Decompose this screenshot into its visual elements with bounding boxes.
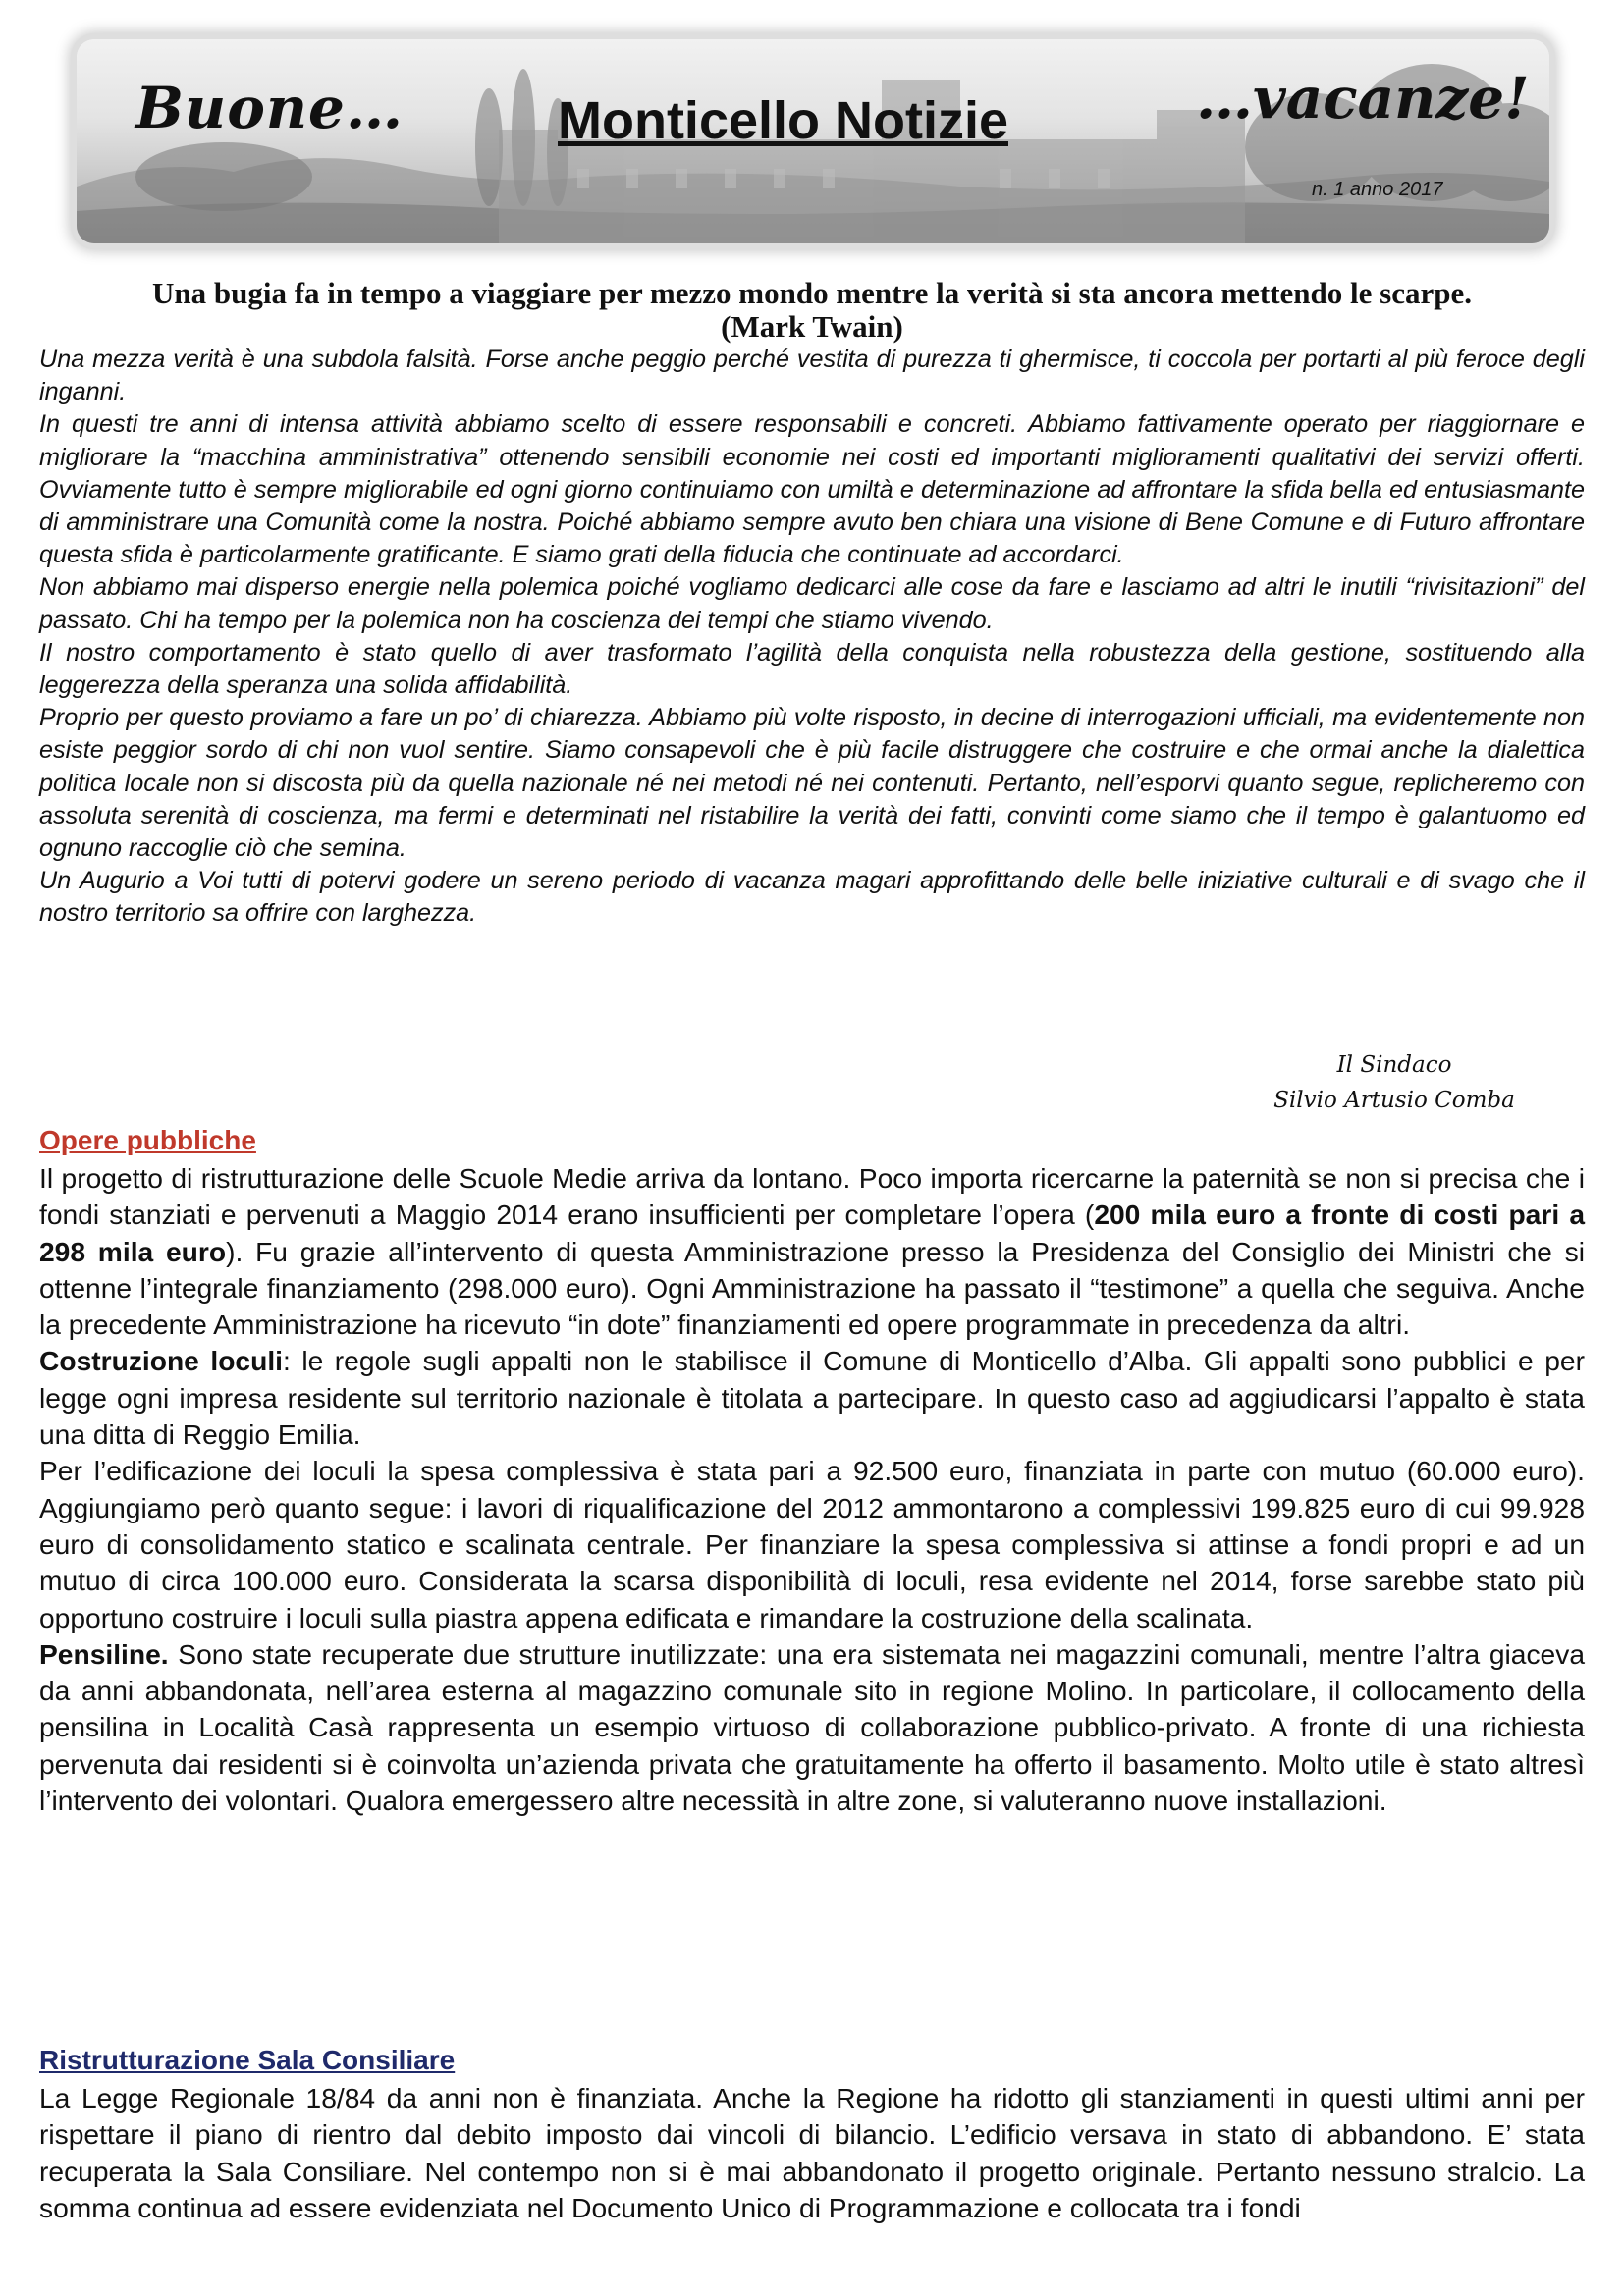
paragraph-loculi-costs: Per l’edificazione dei loculi la spesa complessiva è stata pari a 92.500 euro, finanziata in parte con mutuo (60.000 euro). Aggiungiamo però quanto segue: i lavori di riqualificazione del 2012 ammontarono a complessivi 199.825 euro di cui 99.928 euro di consolidamento statico e scalinata centrale. Per finanziare la spesa complessiva si attinse a fondi propri e ad un mutuo di circa 100.000 euro. Considerata la scarsa disponibilità di loculi, resa evidente nel 2014, forse sarebbe stato più opportuno costruire i loculi sulla piastra appena edificata e rimandare la costruzione della scalinata. — [39, 1455, 1585, 1633]
letter-paragraph: Il nostro comportamento è stato quello di aver trasformato l’agilità della conquista nella robustezza della gestione, sostituendo alla leggerezza della speranza una solida affidabilità. — [39, 638, 1585, 700]
quote-author: (Mark Twain) — [721, 309, 903, 344]
section-heading-sala-consiliare: Ristrutturazione Sala Consiliare — [39, 2045, 456, 2075]
bold-lead-loculi: Costruzione loculi — [39, 1345, 283, 1377]
quote-text: Una bugia fa in tempo a viaggiare per mezzo mondo mentre la verità si sta ancora mettendo le scarpe. — [151, 276, 1472, 310]
masthead-banner — [77, 39, 1549, 243]
letter-paragraph: Proprio per questo proviamo a fare un po’ di chiarezza. Abbiamo più volte risposto, in decine di interrogazioni ufficiali, ma evidentemente non esiste peggior sordo di chi non vuol sentire. Siamo consapevoli che è più facile distruggere che costruire e che ormai anche la dialettica politica locale non si discosta più da quella nazionale né nei metodi né nei contenuti. Pertanto, nell’esporvi quanto segue, replicheremo con assoluta serenità di coscienza, ma fermi e determinati nel ristabilire la verità dei fatti, convinti come siamo che il tempo è galantuomo ed ognuno raccoglie ciò che semina. — [39, 704, 1585, 863]
paragraph-pensiline — [39, 1636, 1585, 1819]
text-span: : le regole sugli appalti non le stabilisce il Comune di Monticello d’Alba. Gli appalti sono pubblici e per legge ogni impresa residente sul territorio nazionale è titolata a partecipare. In questo caso ad aggiudicarsi l’appalto è stata una ditta di Reggio Emilia. — [39, 1345, 1585, 1451]
signature-name: Silvio Artusio Comba — [1273, 1088, 1515, 1113]
paragraph-loculi — [39, 1343, 1585, 1453]
letter-paragraph: In questi tre anni di intensa attività abbiamo scelto di essere responsabili e concreti. Abbiamo fattivamente operato per riaggiornare e migliorare la “macchina amministrativa” ottenendo sensibili economie nei costi ed importanti miglioramenti qualitativi dei servizi offerti. Ovviamente tutto è sempre migliorabile ed ogni giorno continuiamo con umiltà e determinazione ad affrontare la sfida bella ed entusiasmante di amministrare una Comunità come la nostra. Poiché abbiamo sempre avuto ben chiara una visione di Bene Comune e di Futuro affrontare questa sfida è particolarmente gratificante. E siamo grati della fiducia che continuate ad accordarci. — [39, 410, 1585, 569]
bold-lead-pensiline: Pensiline. — [39, 1637, 169, 1670]
signature-role: Il Sindaco — [1336, 1052, 1452, 1078]
text-span: ). Fu grazie all’intervento di questa Amministrazione presso la Presidenza del Consiglio dei Ministri che si ottenne l’integrale finanziamento (298.000 euro). Ogni Amministrazione ha passato il “testimone” a quella che seguiva. Anche la precedente Amministrazione ha ricevuto “in dote” finanziamenti ed opere programmate in precedenza da altri. — [39, 1235, 1585, 1341]
mayor-letter — [39, 344, 1585, 931]
letter-paragraph: Non abbiamo mai disperso energie nella polemica poiché vogliamo dedicarci alle cose da fare e lasciamo ad altri le inutili “rivisitazioni” del passato. Chi ha tempo per la polemica non ha coscienza dei tempi che stiamo vivendo. — [39, 573, 1585, 634]
section-body-opere-pubbliche — [39, 1160, 1585, 1819]
masthead-greeting-right: …vacanze! — [1196, 65, 1530, 132]
section-heading-opere-pubbliche: Opere pubbliche — [39, 1125, 256, 1155]
masthead-title: Monticello Notizie — [558, 91, 1008, 150]
masthead-greeting-left: Buone… — [135, 75, 404, 141]
text-span: Sono state recuperate due strutture inutilizzate: una era sistemata nei magazzini comunali, mentre l’altra giaceva da anni abbandonata, nell’area esterna al magazzino comunale sito in regione Molino. In particolare, il collocamento della pensilina in Località Casà rappresenta un esempio virtuoso di collaborazione pubblico-privato. A fronte di una richiesta pervenuta dai residenti si è coinvolta un’azienda privata che gratuitamente ha offerto il basamento. Molto utile è stato altresì l’intervento dei volontari. Qualora emergessero altre necessità in altre zone, si valuteranno nuove installazioni. — [39, 1637, 1585, 1817]
issue-number: n. 1 anno 2017 — [1312, 179, 1443, 200]
paragraph-scuole-medie — [39, 1160, 1585, 1343]
letter-paragraph: Una mezza verità è una subdola falsità. Forse anche peggio perché vestita di purezza ti ghermisce, ti coccola per portarti al più feroce degli inganni. — [39, 346, 1585, 406]
opening-quote — [39, 277, 1585, 344]
section-body-sala-consiliare — [39, 2080, 1585, 2226]
letter-paragraph: Un Augurio a Voi tutti di potervi godere un sereno periodo di vacanza magari approfittando delle belle iniziative culturali e di svago che il nostro territorio sa offrire con larghezza. — [39, 867, 1585, 928]
text-span: Il progetto di ristrutturazione delle Scuole Medie arriva da lontano. Poco importa ricercarne la paternità se non si precisa che i fondi stanziati e pervenuti a Maggio 2014 erano insufficienti per completare l’opera ( — [39, 1162, 1585, 1231]
paragraph-sala: La Legge Regionale 18/84 da anni non è finanziata. Anche la Regione ha ridotto gli stanziamenti in questi ultimi anni per rispettare il piano di rientro dal debito imposto dai vincoli di bilancio. L’edificio versava in stato di abbandono. E’ stata recuperata la Sala Consiliare. Nel contempo non si è mai abbandonato il progetto originale. Pertanto nessuno stralcio. La somma continua ad essere evidenziata nel Documento Unico di Programmazione e collocata tra i fondi — [39, 2082, 1585, 2223]
bold-figures: 200 mila euro a fronte di costi pari a 298 mila euro — [39, 1199, 1585, 1267]
